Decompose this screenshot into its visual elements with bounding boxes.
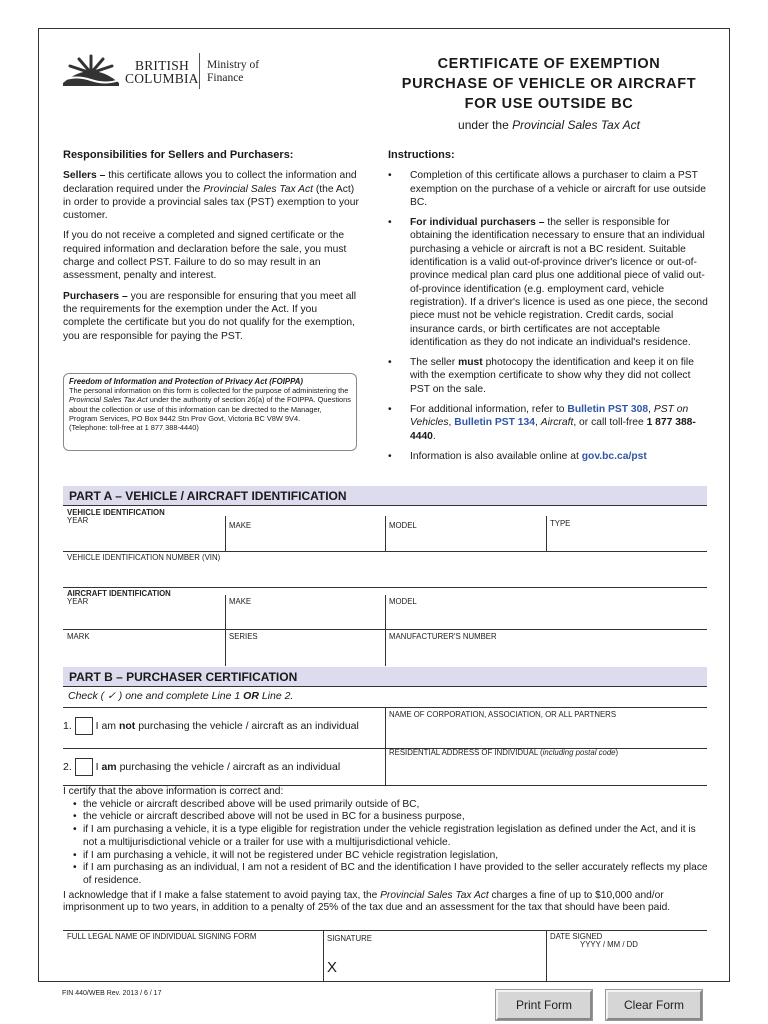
certify-bullet: • the vehicle or aircraft described above will be used primarily outside of BC, [73, 799, 709, 812]
gov-bc-pst-link[interactable]: gov.bc.ca/pst [581, 450, 647, 462]
aircraft-make-label: MAKE [229, 597, 252, 606]
residential-address-input[interactable] [386, 759, 707, 785]
full-name-input[interactable] [63, 943, 323, 981]
aircraft-detail-fields[interactable] [63, 641, 707, 665]
sellers-paragraph: Sellers – this certificate allows you to collect the information and declaration required under the Provincial Sales Tax Act (the Act) in order to provide a provincial sales tax (PST) exemption to your customer. [63, 170, 359, 222]
vehicle-model-label: MODEL [389, 521, 417, 530]
series-label: SERIES [229, 632, 258, 641]
date-format-hint: YYYY / MM / DD [580, 940, 638, 949]
instructions-section [388, 149, 710, 470]
form-subtitle: under the Provincial Sales Tax Act [458, 118, 640, 132]
bc-sun-logo-icon [61, 53, 121, 87]
instruction-item: • Completion of this certificate allows a purchaser to claim a PST exemption on the purchase of a vehicle or aircraft for use outside BC. [388, 169, 710, 209]
vehicle-id-heading: VEHICLE IDENTIFICATION [67, 508, 165, 517]
signature-label: SIGNATURE [327, 934, 372, 943]
date-signed-input[interactable] [547, 949, 707, 981]
part-b-header: PART B – PURCHASER CERTIFICATION [63, 667, 707, 687]
line-2-checkbox[interactable] [75, 758, 93, 776]
certify-bullet: • if I am purchasing a vehicle, it will not be registered under BC vehicle registration legislation, [73, 850, 709, 863]
purchasers-paragraph: Purchasers – you are responsible for ensuring that you meet all the requirements for the exemption under the Act. If you complete the certificate but you do not qualify for the exemption, you are responsible for paying the PST. [63, 290, 357, 342]
certify-bullet: • if I am purchasing as an individual, I am not a resident of BC and the identification I have provided to the seller accurately reflects my place of residence. [73, 862, 709, 887]
certify-bullet: • the vehicle or aircraft described above will not be used in BC for a business purpose, [73, 811, 709, 824]
vehicle-id-fields[interactable] [63, 516, 707, 551]
print-form-button[interactable]: Print Form [496, 990, 592, 1020]
date-signed-label: DATE SIGNED [550, 932, 603, 941]
part-a-header: PART A – VEHICLE / AIRCRAFT IDENTIFICATION [63, 486, 707, 506]
bulletin-308-link[interactable]: Bulletin PST 308 [567, 404, 649, 416]
clear-form-button[interactable]: Clear Form [606, 990, 702, 1020]
corporation-name-input[interactable] [386, 721, 707, 748]
manufacturer-number-label: MANUFACTURER'S NUMBER [389, 632, 497, 641]
instructions-heading: Instructions: [388, 149, 455, 161]
ministry-name: Ministry of Finance [207, 59, 260, 84]
responsibilities-section [63, 149, 361, 350]
vin-label: VEHICLE IDENTIFICATION NUMBER (VIN) [67, 553, 221, 562]
acknowledgement: I acknowledge that if I make a false statement to avoid paying tax, the Provincial Sales Tax Act charges a fine of up to $10,000 and/or imprisonment up to two years, in addition to a penalty of 25% of the tax due and an assessment for the tax that should have been paid. [63, 889, 671, 914]
line-1: 1. I am not purchasing the vehicle / aircraft as an individual [63, 717, 359, 735]
vehicle-year-label: YEAR [67, 516, 89, 525]
full-name-label: FULL LEGAL NAME OF INDIVIDUAL SIGNING FORM [67, 932, 257, 941]
aircraft-model-label: MODEL [389, 597, 417, 606]
corporation-name-label: NAME OF CORPORATION, ASSOCIATION, OR ALL PARTNERS [389, 710, 617, 719]
collect-pst-paragraph: If you do not receive a completed and signed certificate or the required information and declaration before the sale, you must charge and collect PST. Failure to do so may result in an assessment, penalty and interest. [63, 230, 347, 282]
vin-input[interactable] [63, 563, 707, 587]
line-2: 2. I am purchasing the vehicle / aircraft as an individual [63, 758, 340, 776]
part-b-instruction: Check ( ✓ ) one and complete Line 1 OR Line 2. [68, 690, 294, 702]
vehicle-make-label: MAKE [229, 521, 252, 530]
header-divider [199, 53, 200, 89]
instruction-item: • For individual purchasers – the seller is responsible for obtaining the identification necessary to ensure that an individual purchasing a vehicle or aircraft is not a BC resident. Suitable identification is a valid out-of-province driver's licence or out-of-province medical plan card plus one additional piece of valid out-of-province identification (e.g. employment card, vehicle registration). If a driver's licence is used as one piece, the second piece must not be vehicle registration. Credit cards, social insurance cards, or birth certificates are not acceptable identification as they do not indicate an individual's residence. [388, 216, 710, 349]
line-1-checkbox[interactable] [75, 717, 93, 735]
org-name: BRITISH COLUMBIA [125, 58, 199, 86]
form-code: FIN 440/WEB Rev. 2013 / 6 / 17 [62, 990, 162, 997]
certification-text: I certify that the above information is correct and: • the vehicle or aircraft described above will be used primarily outside of BC, • the vehicle or aircraft described above will not be used in BC for a business purpose, • if I am purchasing a vehicle, it is a type eligible for registration under the vehicle registration legislation as defined under the Act, and it is not a multijurisdictional vehicle or a trailer for use with a multijurisdictional vehicle. • if I am purchasing a vehicle, it will not be registered under BC vehicle registration legislation, • if I am purchasing as an individual, I am not a resident of BC and the identification I have provided to the seller accurately reflects my place of residence. I acknowledge that if I make a false statement to avoid paying tax, the Provincial Sales Tax Act charges a fine of up to $10,000 and/or imprisonment up to two years, in addition to a penalty of 25% of the tax due and an assessment for the tax that should have been paid. [63, 786, 709, 915]
certify-bullet: • if I am purchasing a vehicle, it is a type eligible for registration under the vehicle registration legislation as defined under the Act, and it is not a multijurisdictional vehicle or a trailer for use with a multijurisdictional vehicle. [73, 824, 709, 849]
bulletin-134-link[interactable]: Bulletin PST 134 [454, 417, 535, 429]
residential-address-label: RESIDENTIAL ADDRESS OF INDIVIDUAL (including postal code) [389, 748, 619, 757]
mark-label: MARK [67, 632, 90, 641]
aircraft-id-fields[interactable] [63, 595, 707, 629]
aircraft-id-heading: AIRCRAFT IDENTIFICATION [67, 589, 171, 598]
vehicle-type-label: TYPE [550, 519, 571, 528]
form-page [38, 28, 730, 982]
instruction-item: • For additional information, refer to Bulletin PST 308, PST on Vehicles, Bulletin PST 134, Aircraft, or call toll-free 1 877 388-4440. [388, 403, 710, 443]
responsibilities-heading: Responsibilities for Sellers and Purchasers: [63, 149, 294, 161]
foippa-notice: Freedom of Information and Protection of Privacy Act (FOIPPA) The personal information on this form is collected for the purpose of administering the Provincial Sales Tax Act under the authority of section 26(a) of the FOIPPA. Questions about the collection or use of this information can be directed to the Manager, Program Services, PO Box 9442 Stn Prov Govt, Victoria BC V8W 9V4. (Telephone: toll-free at 1 877 388-4440) [63, 373, 357, 451]
aircraft-year-label: YEAR [67, 597, 89, 606]
signature-field[interactable] [324, 943, 546, 981]
signature-mark: X [327, 959, 338, 976]
instruction-item: • Information is also available online at gov.bc.ca/pst [388, 450, 710, 463]
form-title: CERTIFICATE OF EXEMPTION PURCHASE OF VEHICLE OR AIRCRAFT FOR USE OUTSIDE BC [401, 56, 697, 112]
instruction-item: • The seller must photocopy the identification and keep it on file with the exemption certificate to show why they did not collect PST on the sale. [388, 356, 710, 396]
